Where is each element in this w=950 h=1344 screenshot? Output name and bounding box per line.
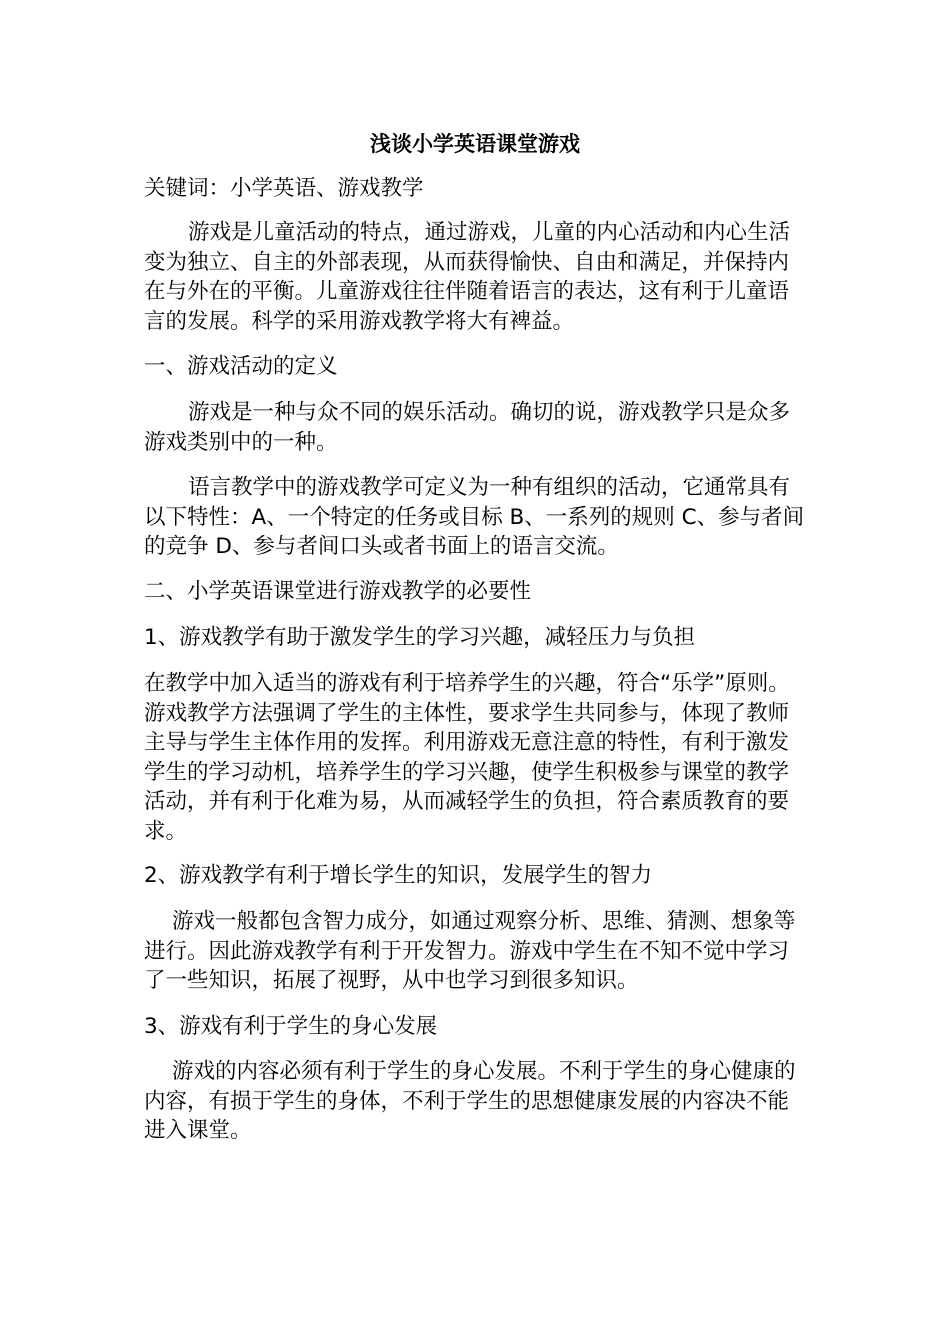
point2-body: 游戏一般都包含智力成分，如通过观察分析、思维、猜测、想象等进行。因此游戏教学有利于开发智力。游戏中学生在不知不觉中学习了一些知识，拓展了视野，从中也学习到很多知识。 bbox=[144, 909, 796, 993]
section2-heading: 二、小学英语课堂进行游戏教学的必要性 bbox=[144, 579, 532, 604]
point3-body: 游戏的内容必须有利于学生的身心发展。不利于学生的身心健康的内容，有损于学生的身体，不利于学生的思想健康发展的内容决不能进入课堂。 bbox=[144, 1059, 796, 1143]
point2-heading: 2、游戏教学有利于增长学生的知识，发展学生的智力 bbox=[144, 863, 653, 888]
section1-paragraph-1: 游戏是一种与众不同的娱乐活动。确切的说，游戏教学只是众多游戏类别中的一种。 bbox=[144, 400, 791, 455]
document-title: 浅谈小学英语课堂游戏 bbox=[370, 132, 580, 156]
section1-heading: 一、游戏活动的定义 bbox=[144, 354, 338, 379]
point1-body: 在教学中加入适当的游戏有利于培养学生的兴趣，符合“乐学”原则。游戏教学方法强调了学生的主体性，要求学生共同参与，体现了教师主导与学生主体作用的发挥。利用游戏无意注意的特性，有利于激发学生的学习动机，培养学生的学习兴趣，使学生积极参与课堂的教学活动，并有利于化难为易，从而减轻学生的负担，符合素质教育的要求。 bbox=[144, 671, 790, 844]
point3-heading: 3、游戏有利于学生的身心发展 bbox=[144, 1014, 438, 1039]
intro-paragraph: 游戏是儿童活动的特点，通过游戏，儿童的内心活动和内心生活变为独立、自主的外部表现，从而获得愉快、自由和满足，并保持内在与外在的平衡。儿童游戏往往伴随着语言的表达，这有利于儿童语言的发展。科学的采用游戏教学将大有裨益。 bbox=[144, 220, 791, 334]
section1-paragraph-2: 语言教学中的游戏教学可定义为一种有组织的活动，它通常具有以下特性：A、一个特定的任务或目标 B、一系列的规则 C、参与者间的竞争 D、参与者间口头或者书面上的语言交流。 bbox=[144, 475, 805, 559]
keywords-line: 关键词：小学英语、游戏教学 bbox=[144, 176, 424, 201]
point1-heading: 1、游戏教学有助于激发学生的学习兴趣，减轻压力与负担 bbox=[144, 625, 696, 650]
